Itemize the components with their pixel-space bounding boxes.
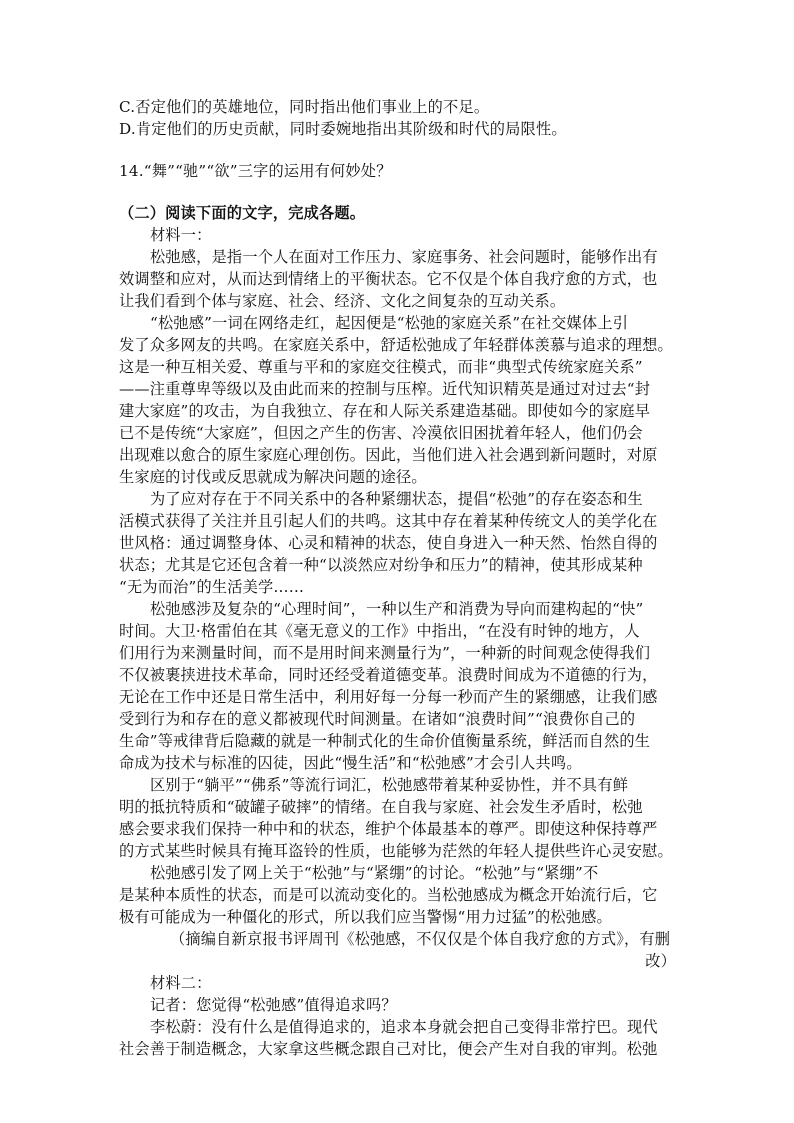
interview-answer: 李松蔚：没有什么是值得追求的，追求本身就会把自己变得非常拧巴。现代 <box>150 1018 658 1036</box>
paragraph-line: 感会要求我们保持一种中和的状态，维护个体最基本的尊严。即使这种保持尊严 <box>119 820 658 838</box>
option-d: D.肯定他们的历史贡献，同时委婉地指出其阶级和时代的局限性。 <box>119 120 567 138</box>
paragraph-line: 生家庭的讨伐或反思就成为解决问题的途径。 <box>119 468 427 486</box>
paragraph-line: 状态；尤其是它还包含着一种“以淡然应对纷争和压力”的精神，使其形成某种 <box>119 556 643 574</box>
paragraph-line: 出现难以愈合的原生家庭心理创伤。因此，当他们进入社会遇到新问题时，对原 <box>119 446 658 464</box>
paragraph-line: ——注重尊卑等级以及由此而来的控制与压榨。近代知识精英是通过对过去“封 <box>119 380 651 398</box>
paragraph-line: 受到行为和存在的意义都被现代时间测量。在诸如“浪费时间”“浪费你自己的 <box>119 710 636 728</box>
paragraph-line: 活模式获得了关注并且引起人们的共鸣。这其中存在着某种传统文人的美学化在 <box>119 512 658 530</box>
paragraph-line: 极有可能成为一种僵化的形式，所以我们应当警惕“用力过猛”的松弛感。 <box>119 908 612 926</box>
paragraph-line: 松弛感引发了网上关于“松弛”与“紧绷”的讨论。“松弛”与“紧绷”不 <box>150 864 599 882</box>
paragraph-line: 是某种本质性的状态，而是可以流动变化的。当松弛感成为概念开始流行后，它 <box>119 886 658 904</box>
paragraph-line: 世风格：通过调整身体、心灵和精神的状态，使自身进入一种天然、怡然自得的 <box>119 534 658 552</box>
paragraph-line: 建大家庭”的攻击，为自我独立、存在和人际关系建造基础。即使如今的家庭早 <box>119 402 651 420</box>
material-two-label: 材料二： <box>150 974 212 992</box>
paragraph-line: 们用行为来测量时间，而不是用时间来测量行为”，一种新的时间观念使得我们 <box>119 644 651 662</box>
paragraph-line: “松弛感”一词在网络走红，起因便是“松弛的家庭关系”在社交媒体上引 <box>150 314 629 332</box>
paragraph-line: 不仅被裹挟进技术革命，同时还经受着道德变革。浪费时间成为不道德的行为， <box>119 666 658 684</box>
paragraph-line: 效调整和应对，从而达到情绪上的平衡状态。它不仅是个体自我疗愈的方式，也 <box>119 270 658 288</box>
paragraph-line: 发了众多网友的共鸣。在家庭关系中，舒适松弛成了年轻群体羡慕与追求的理想。 <box>119 336 673 354</box>
paragraph-line: “无为而治”的生活美学…… <box>119 578 305 596</box>
paragraph-line: 松弛感，是指一个人在面对工作压力、家庭事务、社会问题时，能够作出有 <box>150 248 658 266</box>
paragraph-line: 明的抵抗特质和“破罐子破摔”的情绪。在自我与家庭、社会发生矛盾时，松弛 <box>119 798 643 816</box>
paragraph-line: 时间。大卫·格雷伯在其《毫无意义的工作》中指出，“在没有时钟的地方，人 <box>119 622 640 640</box>
interview-question: 记者：您觉得“松弛感”值得追求吗？ <box>150 996 397 1014</box>
paragraph-line: 松弛感涉及复杂的“心理时间”，一种以生产和消费为导向而建构起的“快” <box>150 600 644 618</box>
question-14: 14.“舞”“驰”“欲”三字的运用有何妙处？ <box>119 162 392 180</box>
section-heading: （二）阅读下面的文字，完成各题。 <box>119 204 366 222</box>
material-one-label: 材料一： <box>150 226 212 244</box>
paragraph-line: 让我们看到个体与家庭、社会、经济、文化之间复杂的互动关系。 <box>119 292 566 310</box>
paragraph-line: 无论在工作中还是日常生活中，利用好每一分每一秒而产生的紧绷感，让我们感 <box>119 688 658 706</box>
paragraph-line: 已不是传统“大家庭”，但因之产生的伤害、冷漠依旧困扰着年轻人，他们仍会 <box>119 424 643 442</box>
paragraph-line: 的方式某些时候具有掩耳盗铃的性质，也能够为茫然的年轻人提供些许心灵安慰。 <box>119 842 673 860</box>
paragraph-line: 为了应对存在于不同关系中的各种紧绷状态，提倡“松弛”的存在姿态和生 <box>150 490 643 508</box>
source-citation-end: 改） <box>645 952 676 970</box>
paragraph-line: 区别于“躺平”“佛系”等流行词汇，松弛感带着某种妥协性，并不具有鲜 <box>150 776 629 794</box>
interview-answer: 社会善于制造概念，大家拿这些概念跟自己对比，便会产生对自我的审判。松弛 <box>119 1040 658 1058</box>
paragraph-line: 这是一种互相关爱、尊重与平和的家庭交往模式，而非“典型式传统家庭关系” <box>119 358 643 376</box>
source-citation: （摘编自新京报书评周刊《松弛感，不仅仅是个体自我疗愈的方式》，有删 <box>170 930 671 948</box>
paragraph-line: 生命”等戒律背后隐藏的就是一种制式化的生命价值衡量系统，鲜活而自然的生 <box>119 732 651 750</box>
option-c: C.否定他们的英雄地位，同时指出他们事业上的不足。 <box>119 98 490 116</box>
paragraph-line: 命成为技术与标准的囚徒，因此“慢生活”和“松弛感”才会引人共鸣。 <box>119 754 582 772</box>
